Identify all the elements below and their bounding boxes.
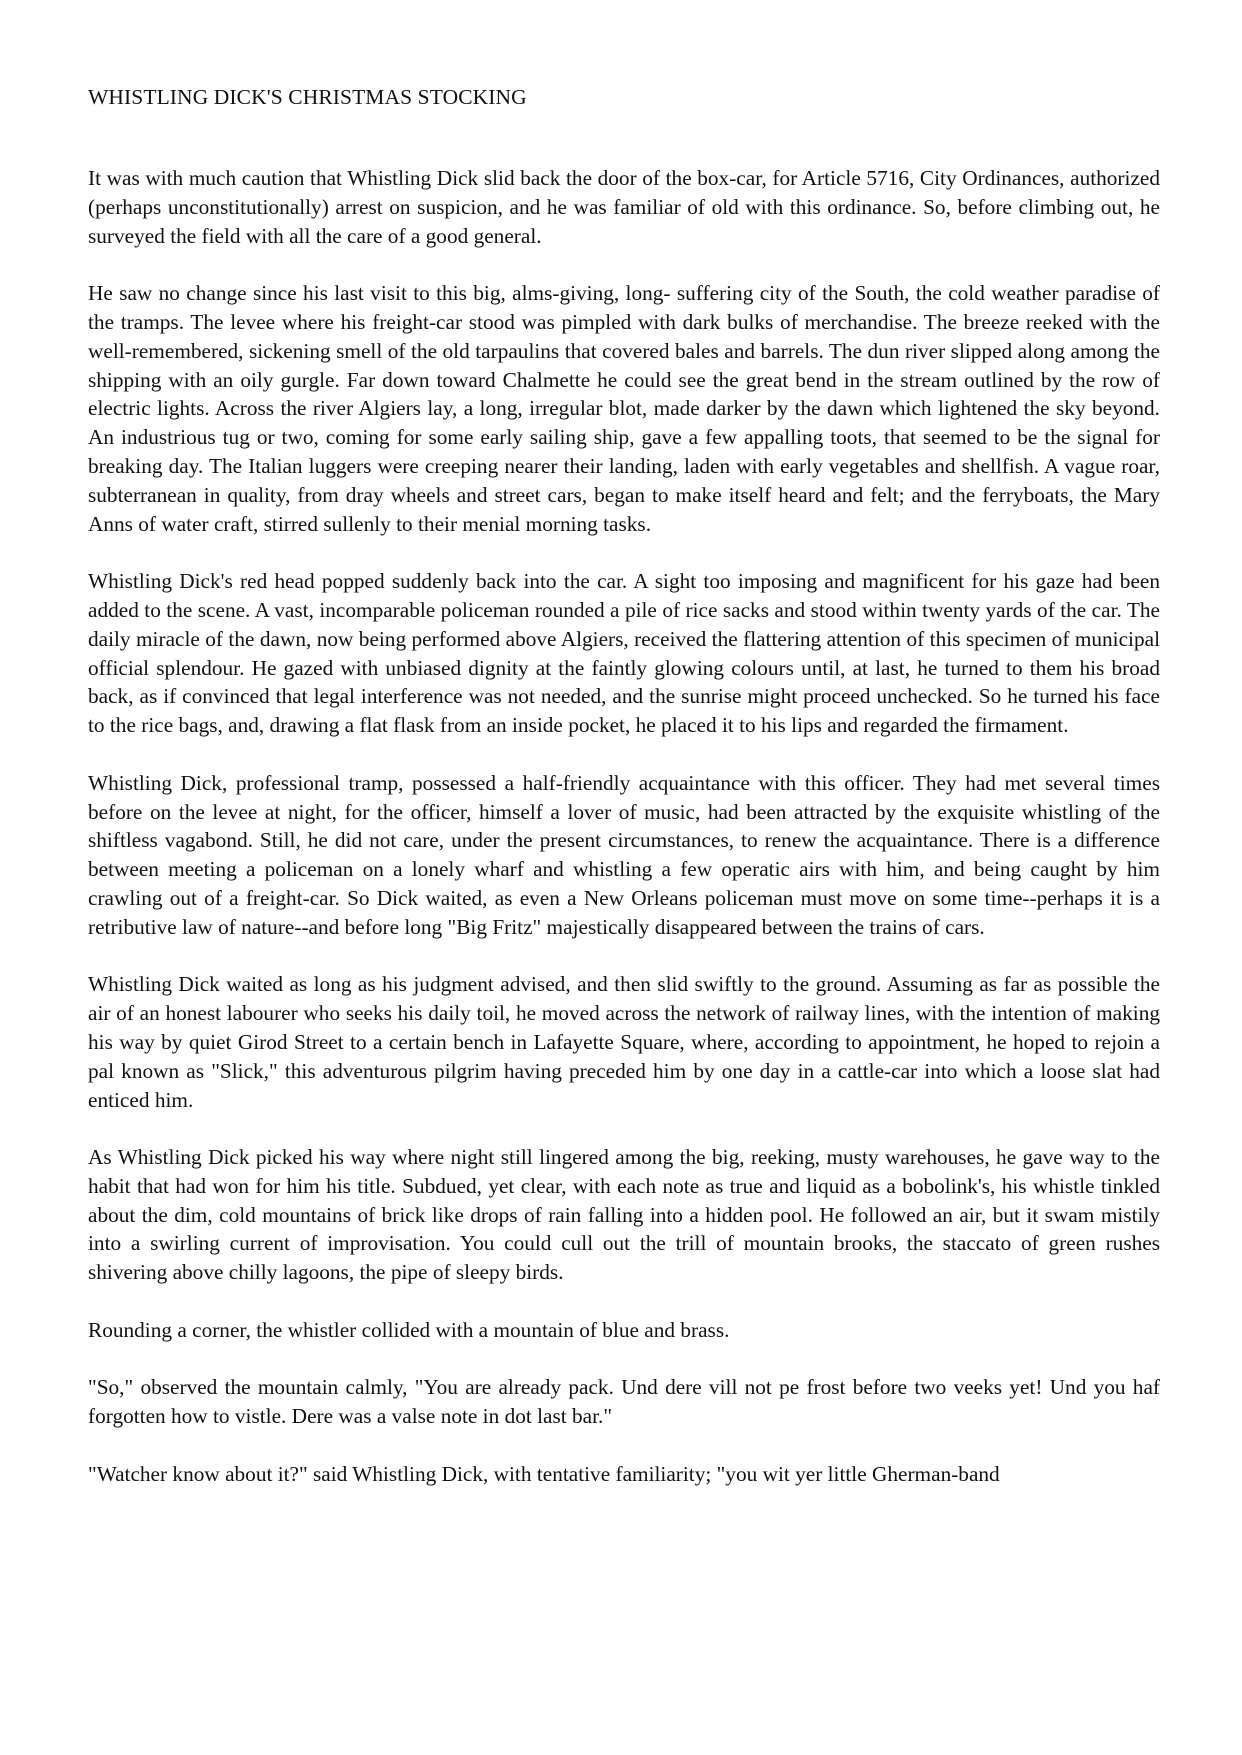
paragraph-collision: Rounding a corner, the whistler collided with a mountain of blue and brass.	[88, 1317, 730, 1342]
paragraph-departure: Whistling Dick waited as long as his judgment advised, and then slid swiftly to the ground. Assuming as far as possible the air of an honest labourer who seeks his daily toil, he moved across the network of railway lines, with the intention of making his way by quiet Girod Street to a certain bench in Lafayette Square, where, according to appointment, he hoped to rejoin a pal known as "Slick," this adventurous pilgrim having preceded him by one day in a cattle-car into which a loose slat had enticed him.	[88, 972, 1160, 1112]
paragraph-fritz-dialogue: "So," observed the mountain calmly, "You are already pack. Und dere vill not pe frost before two veeks yet! Und you haf forgotten how to vistle. Dere was a valse note in dot last bar."	[88, 1375, 1160, 1429]
paragraph-whistling: As Whistling Dick picked his way where night still lingered among the big, reeking, musty warehouses, he gave way to the habit that had won for him his title. Subdued, yet clear, with each note as true and liquid as a bobolink's, his whistle tinkled about the dim, cold mountains of brick like drops of rain falling into a hidden pool. He followed an air, but it swam mistily into a swirling current of improvisation. You could cull out the trill of mountain brooks, the staccato of green rushes shivering above chilly lagoons, the pipe of sleepy birds.	[88, 1145, 1160, 1285]
paragraph-policeman: Whistling Dick's red head popped suddenly back into the car. A sight too imposing and magnificent for his gaze had been added to the scene. A vast, incomparable policeman rounded a pile of rice sacks and stood within twenty yards of the car. The daily miracle of the dawn, now being performed above Algiers, received the flattering attention of this specimen of municipal official splendour. He gazed with unbiased dignity at the faintly glowing colours until, at last, he turned to them his broad back, as if convinced that legal interference was not needed, and the sunrise might proceed unchecked. So he turned his face to the rice bags, and, drawing a flat flask from an inside pocket, he placed it to his lips and regarded the firmament.	[88, 569, 1160, 738]
document-title: WHISTLING DICK'S CHRISTMAS STOCKING	[88, 85, 527, 109]
document-page	[88, 84, 1160, 1517]
paragraph-opening: It was with much caution that Whistling Dick slid back the door of the box-car, for Article 5716, City Ordinances, authorized (perhaps unconstitutionally) arrest on suspicion, and he was familiar of old with this ordinance. So, before climbing out, he surveyed the field with all the care of a good general.	[88, 166, 1160, 248]
paragraph-city-description: He saw no change since his last visit to this big, alms-giving, long- suffering city of the South, the cold weather paradise of the tramps. The levee where his freight-car stood was pimpled with dark bulks of merchandise. The breeze reeked with the well-remembered, sickening smell of the old tarpaulins that covered bales and barrels. The dun river slipped along among the shipping with an oily gurgle. Far down toward Chalmette he could see the great bend in the stream outlined by the row of electric lights. Across the river Algiers lay, a long, irregular blot, made darker by the dawn which lightened the sky beyond. An industrious tug or two, coming for some early sailing ship, gave a few appalling toots, that seemed to be the signal for breaking day. The Italian luggers were creeping nearer their landing, laden with early vegetables and shellfish. A vague roar, subterranean in quality, from dray wheels and street cars, began to make itself heard and felt; and the ferryboats, the Mary Anns of water craft, stirred sullenly to their menial morning tasks.	[88, 281, 1160, 536]
paragraph-dick-reply: "Watcher know about it?" said Whistling Dick, with tentative familiarity; "you wit yer little Gherman-band	[88, 1461, 1000, 1486]
paragraph-acquaintance: Whistling Dick, professional tramp, possessed a half-friendly acquaintance with this officer. They had met several times before on the levee at night, for the officer, himself a lover of music, had been attracted by the exquisite whistling of the shiftless vagabond. Still, he did not care, under the present circumstances, to renew the acquaintance. There is a difference between meeting a policeman on a lonely wharf and whistling a few operatic airs with him, and being caught by him crawling out of a freight-car. So Dick waited, as even a New Orleans policeman must move on some time--perhaps it is a retributive law of nature--and before long "Big Fritz" majestically disappeared between the trains of cars.	[88, 770, 1160, 939]
